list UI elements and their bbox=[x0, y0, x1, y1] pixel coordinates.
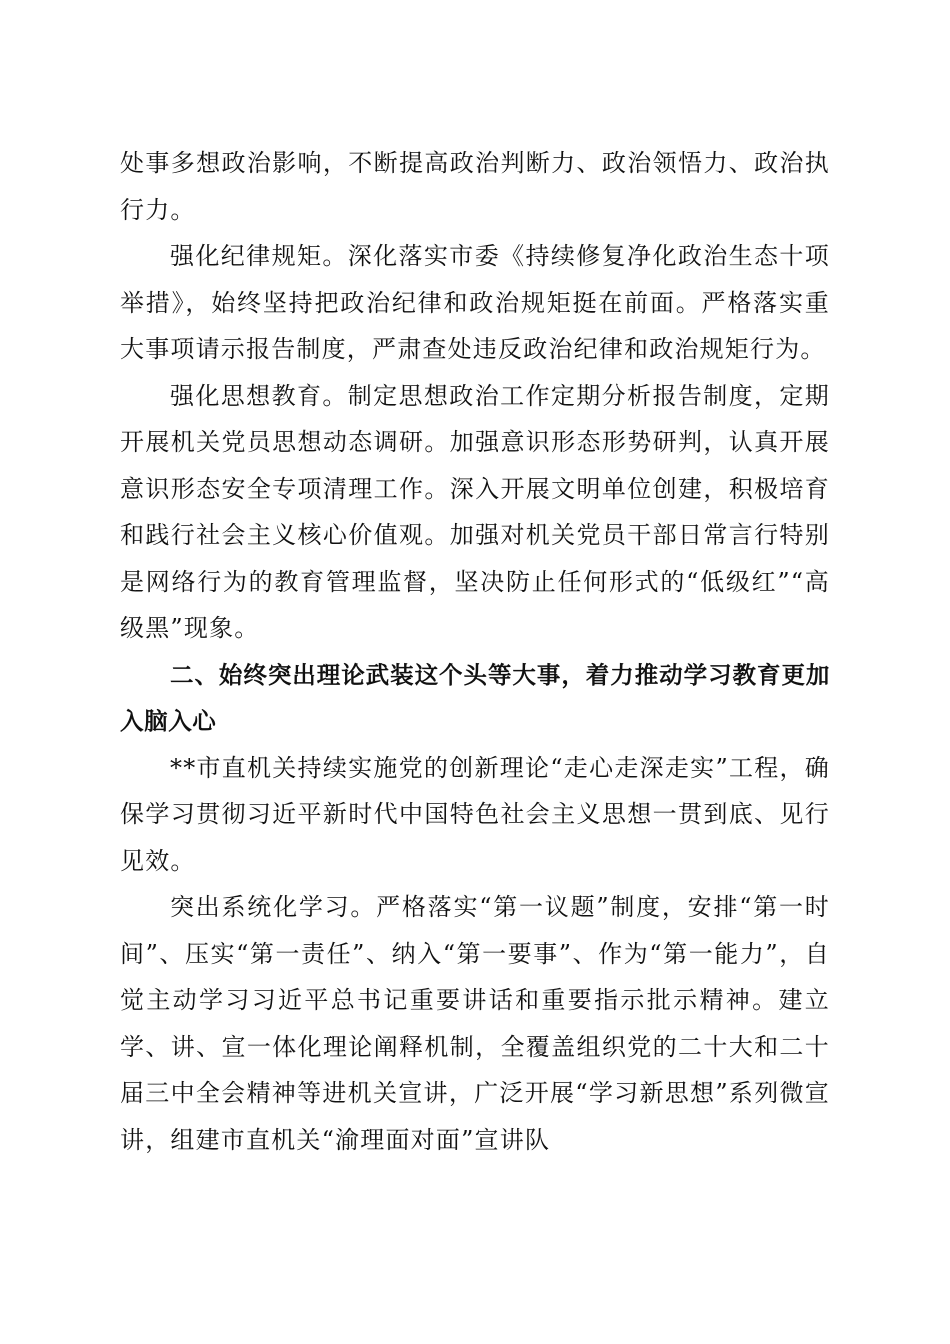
paragraph-ideological-education: 强化思想教育。制定思想政治工作定期分析报告制度，定期开展机关党员思想动态调研。加强意识形态形势研判，认真开展意识形态安全专项清理工作。深入开展文明单位创建，积极培育和践行社会主义核心价值观。加强对机关党员干部日常言行特别是网络行为的教育管理监督，坚决防止任何形式的“低级红”“高级黑”现象。 bbox=[120, 381, 830, 642]
paragraph-political-influence: 处事多想政治影响，不断提高政治判断力、政治领悟力、政治执行力。 bbox=[120, 149, 830, 224]
paragraph-systematic-learning: 突出系统化学习。严格落实“第一议题”制度，安排“第一时间”、压实“第一责任”、纳入“第一要事”、作为“第一能力”，自觉主动学习习近平总书记重要讲话和重要指示批示精神。建立学、讲、宣一体化理论阐释机制，全覆盖组织党的二十大和二十届三中全会精神等进机关宣讲，广泛开展“学习新思想”系列微宣讲，组建市直机关“渝理面对面”宣讲队 bbox=[120, 893, 830, 1154]
section-heading-theory-arming: 二、始终突出理论武装这个头等大事，着力推动学习教育更加入脑入心 bbox=[120, 660, 830, 735]
paragraph-innovation-theory-project: **市直机关持续实施党的创新理论“走心走深走实”工程，确保学习贯彻习近平新时代中国特色社会主义思想一贯到底、见行见效。 bbox=[120, 753, 830, 875]
document-body bbox=[120, 140, 830, 1163]
paragraph-discipline-rules: 强化纪律规矩。深化落实市委《持续修复净化政治生态十项举措》，始终坚持把政治纪律和政治规矩挺在前面。严格落实重大事项请示报告制度，严肃查处违反政治纪律和政治规矩行为。 bbox=[120, 242, 830, 363]
